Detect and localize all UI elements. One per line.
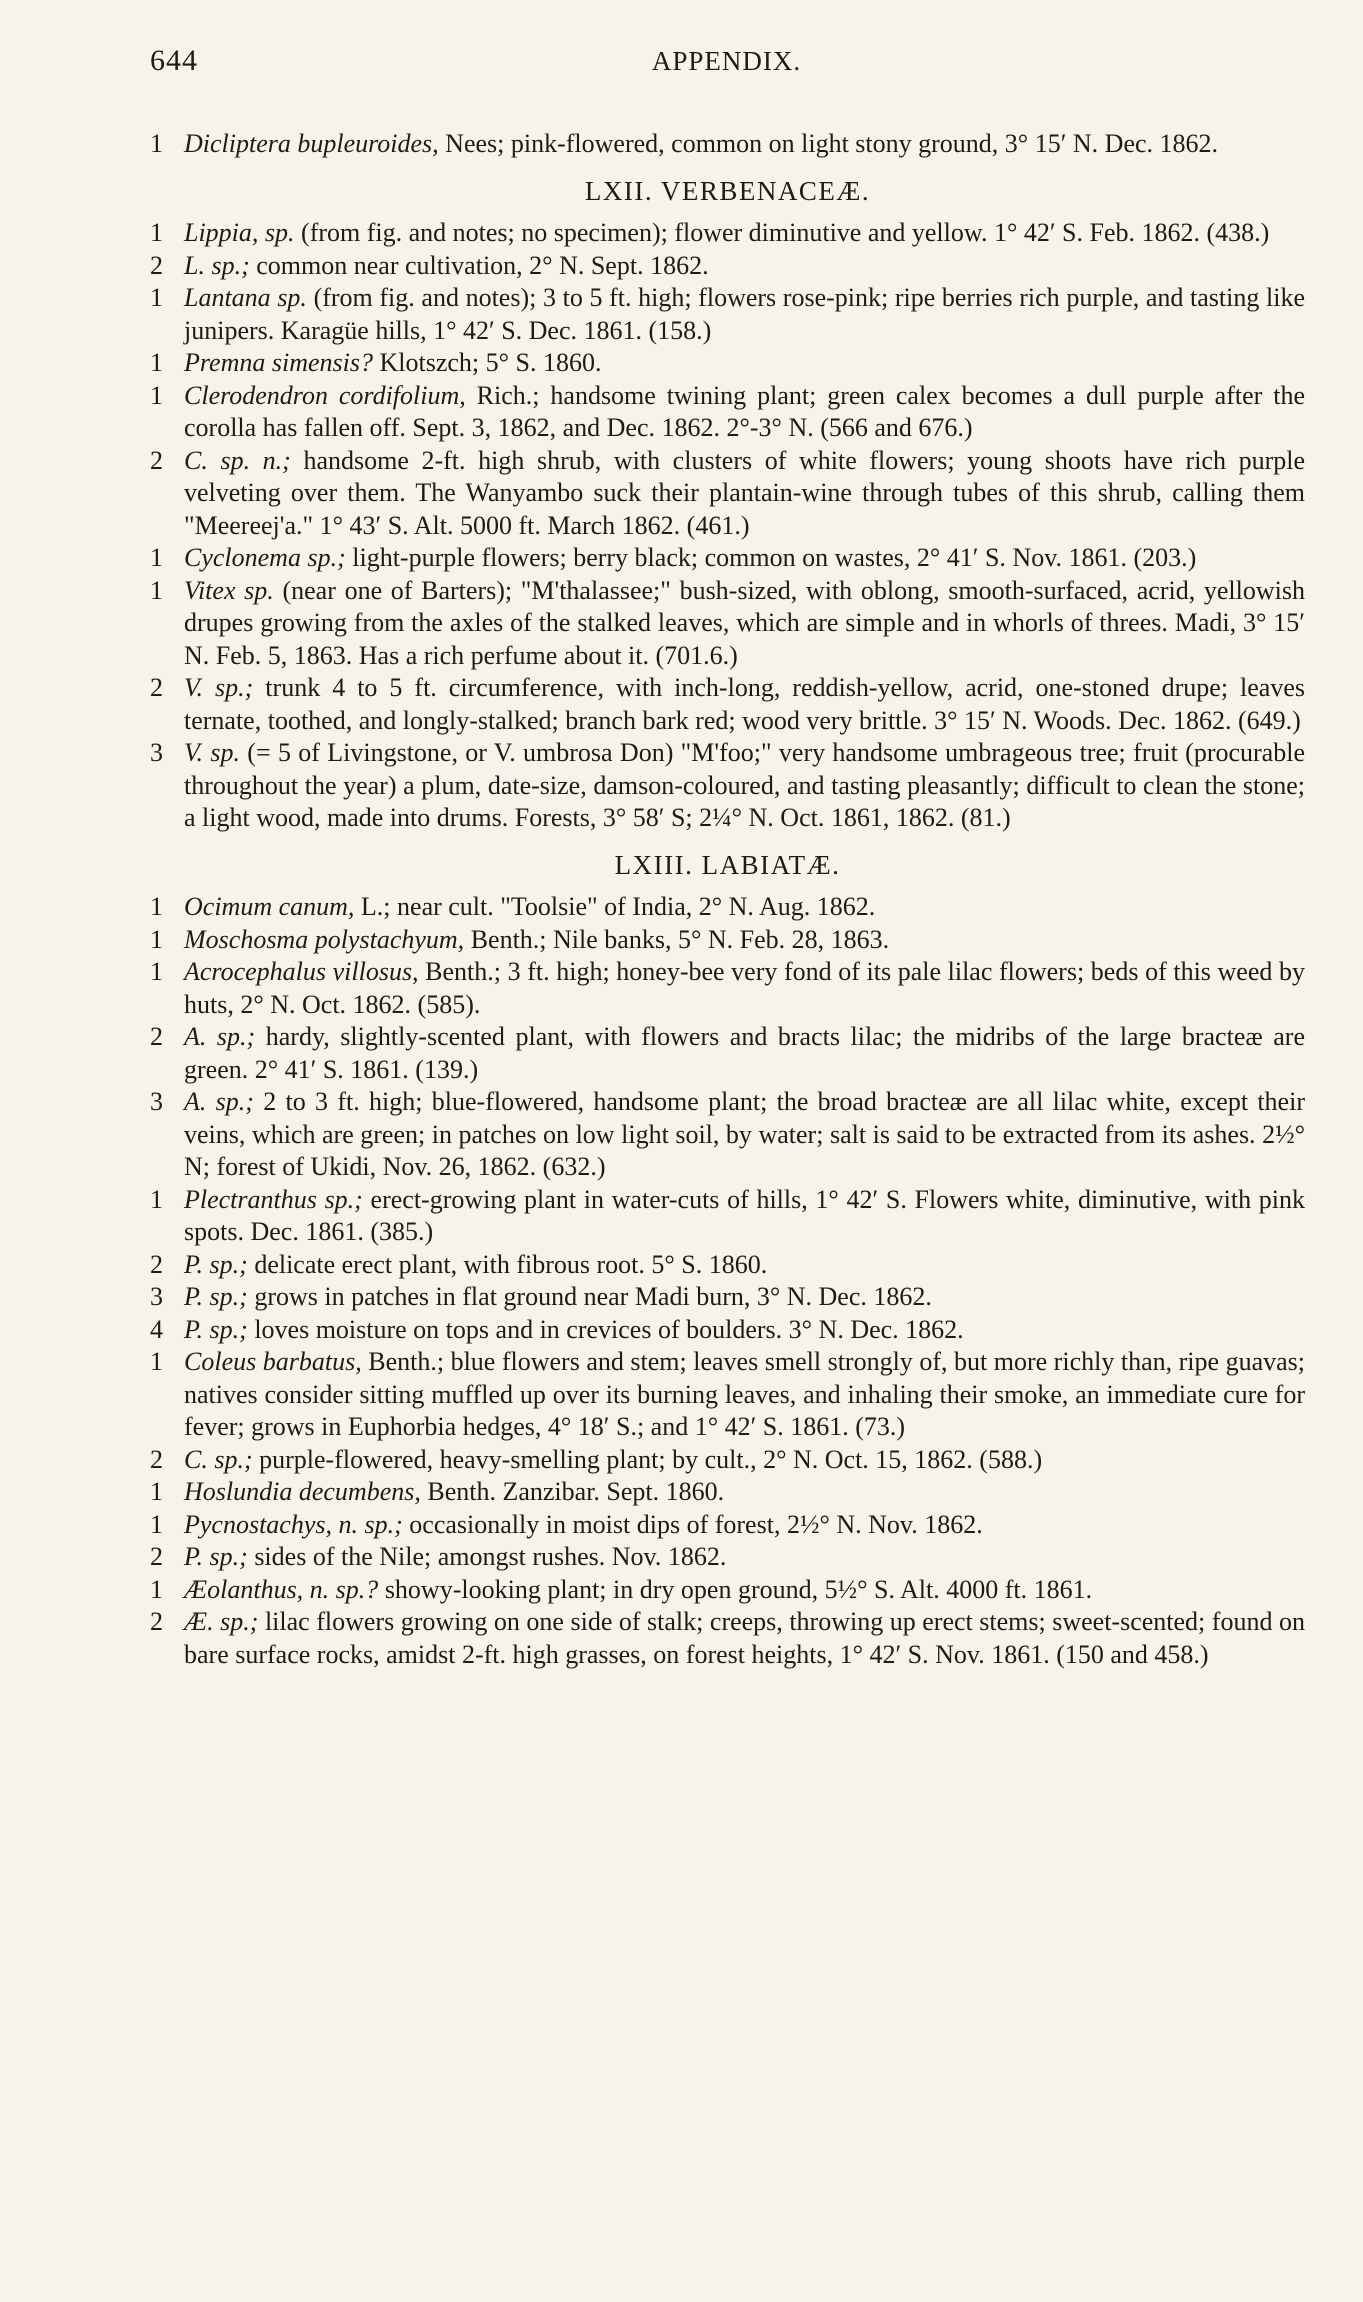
species-description: handsome 2-ft. high shrub, with clusters of white flowers; young shoots have rich purple velveting over them. The Wanyambo suck their plantain-wine through tubes of this shrub, calling them "Meereej'a." 1° 43′ S. Alt. 5000 ft. March 1862. (461.) <box>184 445 1305 540</box>
species-description: lilac flowers growing on one side of stalk; creeps, throwing up erect stems; sweet-scented; found on bare surface rocks, amidst 2-ft. high grasses, on forest heights, 1° 42′ S. Nov. 1861. (150 and 458.) <box>184 1607 1305 1669</box>
species-description: Benth.; blue flowers and stem; leaves smell strongly of, but more richly than, ripe guavas; natives consider sitting muffled up over its burning leaves, and inhaling their smoke, an immediate cure for fever; grows in Euphorbia hedges, 4° 18′ S.; and 1° 42′ S. 1861. (73.) <box>184 1347 1305 1441</box>
species-description: L.; near cult. "Toolsie" of India, 2° N. Aug. 1862. <box>354 892 876 921</box>
species-name: P. sp.; <box>184 1314 248 1344</box>
species-name: Ocimum canum, <box>184 892 355 921</box>
species-entry <box>150 1021 1305 1086</box>
species-description: Benth.; 3 ft. high; honey-bee very fond of its pale lilac flowers; beds of this weed by huts, 2° N. Oct. 1862. (585). <box>184 957 1305 1019</box>
species-name: L. sp.; <box>184 250 250 280</box>
species-name: Hoslundia decumbens, <box>184 1477 421 1506</box>
species-description: light-purple flowers; berry black; common on wastes, 2° 41′ S. Nov. 1861. (203.) <box>345 543 1197 572</box>
species-description: trunk 4 to 5 ft. circumference, with inch-long, reddish-yellow, acrid, one-stoned drupe; leaves ternate, toothed, and longly-stalked; branch bark red; wood very brittle. 3° 15′ N. Woods. Dec. 1862. (649.) <box>184 673 1306 735</box>
species-name: Æolanthus, n. sp.? <box>184 1574 379 1604</box>
species-description: sides of the Nile; amongst rushes. Nov. 1862. <box>247 1542 727 1571</box>
species-description: common near cultivation, 2° N. Sept. 1862. <box>249 250 709 280</box>
species-entry <box>150 1509 1305 1542</box>
species-entry <box>150 1086 1305 1184</box>
body-text <box>150 128 1305 1671</box>
species-name: P. sp.; <box>184 1542 248 1571</box>
species-name: A. sp.; <box>184 1087 254 1116</box>
species-entry <box>150 380 1305 445</box>
species-description: (from fig. and notes; no specimen); flower diminutive and yellow. 1° 42′ S. Feb. 1862. (438.) <box>294 218 1270 247</box>
species-description: erect-growing plant in water-cuts of hills, 1° 42′ S. Flowers white, diminutive, with pink spots. Dec. 1861. (385.) <box>184 1184 1305 1246</box>
species-name: Pycnostachys, n. sp.; <box>184 1509 403 1539</box>
species-entry <box>150 1444 1305 1477</box>
entry-count: 1 <box>150 1509 163 1539</box>
entry-count: 3 <box>150 1087 163 1116</box>
species-entry <box>150 250 1305 283</box>
species-name: Vitex sp. <box>184 575 274 605</box>
species-entry <box>150 1541 1305 1574</box>
species-entry <box>150 1281 1305 1314</box>
species-name: Moschosma polystachyum, <box>184 924 465 954</box>
entry-count: 1 <box>150 129 163 158</box>
running-title: APPENDIX. <box>651 46 802 76</box>
species-description: Benth.; Nile banks, 5° N. Feb. 28, 1863. <box>464 924 890 954</box>
species-name: Plectranthus sp.; <box>184 1184 363 1214</box>
entry-count: 3 <box>150 1282 163 1311</box>
entry-count: 3 <box>150 738 163 767</box>
species-description: delicate erect plant, with fibrous root. 5° S. 1860. <box>247 1249 768 1279</box>
section-heading: LXII. VERBENACEÆ. <box>584 175 871 206</box>
entry-count: 1 <box>150 957 163 986</box>
species-name: C. sp.; <box>184 1444 253 1474</box>
entry-count: 2 <box>150 1607 163 1636</box>
species-entry <box>150 956 1305 1021</box>
species-entry <box>150 575 1305 673</box>
entry-count: 4 <box>150 1314 163 1344</box>
entry-count: 1 <box>150 348 163 377</box>
entry-count: 1 <box>150 924 163 954</box>
species-description: hardy, slightly-scented plant, with flowers and bracts lilac; the midribs of the large bracteæ are green. 2° 41′ S. 1861. (139.) <box>184 1022 1305 1084</box>
entry-count: 2 <box>150 1444 163 1474</box>
species-description: purple-flowered, heavy-smelling plant; by cult., 2° N. Oct. 15, 1862. (588.) <box>252 1444 1043 1474</box>
species-description: loves moisture on tops and in crevices of boulders. 3° N. Dec. 1862. <box>247 1314 964 1344</box>
species-entry <box>150 542 1305 575</box>
species-entry <box>150 1184 1305 1249</box>
species-description: Rich.; handsome twining plant; green calex becomes a dull purple after the corolla has fallen off. Sept. 3, 1862, and Dec. 1862. 2°-3° N. (566 and 676.) <box>184 380 1305 442</box>
species-entry <box>150 1476 1305 1509</box>
species-description: (from fig. and notes); 3 to 5 ft. high; flowers rose-pink; ripe berries rich purple, and tasting like junipers. Karagüe hills, 1° 42′ S. Dec. 1861. (158.) <box>184 283 1305 345</box>
species-name: Premna simensis? <box>184 348 373 377</box>
entry-count: 2 <box>150 250 163 280</box>
species-description: grows in patches in flat ground near Madi burn, 3° N. Dec. 1862. <box>247 1282 932 1311</box>
species-description: showy-looking plant; in dry open ground, 5½° S. Alt. 4000 ft. 1861. <box>378 1574 1093 1604</box>
species-name: Dicliptera bupleuroides, <box>184 129 439 158</box>
species-entry <box>150 445 1305 543</box>
species-entry <box>150 1314 1305 1347</box>
entry-count: 1 <box>150 283 163 312</box>
species-name: Cyclonema sp.; <box>184 543 346 572</box>
species-description: Klotszch; 5° S. 1860. <box>372 348 602 377</box>
entry-count: 1 <box>150 892 163 921</box>
species-name: Clerodendron cordifolium, <box>184 380 466 410</box>
page-header <box>150 44 1303 84</box>
entry-count: 2 <box>150 445 163 475</box>
species-description: occasionally in moist dips of forest, 2½° N. Nov. 1862. <box>402 1509 983 1539</box>
entry-count: 2 <box>150 1249 163 1279</box>
species-entry <box>150 282 1305 347</box>
species-description: (= 5 of Livingstone, or V. umbrosa Don) "M'foo;" very handsome umbrageous tree; fruit (procurable throughout the year) a plum, date-size, damson-coloured, and tasting pleasantly; difficult to clean the stone; a light wood, made into drums. Forests, 3° 58′ S; 2¼° N. Oct. 1861, 1862. (81.) <box>184 738 1305 832</box>
species-name: Lippia, sp. <box>184 218 295 247</box>
species-name: V. sp. <box>184 738 240 767</box>
species-name: C. sp. n.; <box>184 445 291 475</box>
species-description: 2 to 3 ft. high; blue-flowered, handsome plant; the broad bracteæ are all lilac white, except their veins, which are green; in patches on low light soil, by water; salt is said to be extracted from its ashes. 2½° N; forest of Ukidi, Nov. 26, 1862. (632.) <box>184 1087 1305 1181</box>
species-entry <box>150 347 1305 380</box>
species-name: Lantana sp. <box>184 283 307 312</box>
species-entry <box>150 217 1305 250</box>
species-entry <box>150 672 1305 737</box>
entry-count: 2 <box>150 1542 163 1571</box>
species-entry <box>150 737 1305 835</box>
species-name: Æ. sp.; <box>184 1607 259 1636</box>
species-entry <box>150 1346 1305 1444</box>
section-heading: LXIII. LABIATÆ. <box>614 849 841 880</box>
species-entry <box>150 1249 1305 1282</box>
species-description: Benth. Zanzibar. Sept. 1860. <box>420 1477 725 1506</box>
species-name: Acrocephalus villosus, <box>184 957 419 986</box>
entry-count: 2 <box>150 673 163 702</box>
species-name: Coleus barbatus, <box>184 1347 362 1376</box>
species-entry <box>150 1574 1305 1607</box>
species-name: P. sp.; <box>184 1249 248 1279</box>
species-description: Nees; pink-flowered, common on light stony ground, 3° 15′ N. Dec. 1862. <box>438 129 1219 158</box>
entry-count: 1 <box>150 575 163 605</box>
species-name: P. sp.; <box>184 1282 248 1311</box>
species-entry <box>150 924 1305 957</box>
entry-count: 1 <box>150 543 163 572</box>
entry-count: 1 <box>150 1574 163 1604</box>
species-entry <box>150 891 1305 924</box>
species-description: (near one of Barters); "M'thalassee;" bush-sized, with oblong, smooth-surfaced, acrid, yellowish drupes growing from the axles of the stalked leaves, which are simple and in whorls of threes. Madi, 3° 15′ N. Feb. 5, 1863. Has a rich perfume about it. (701.6.) <box>184 575 1305 670</box>
species-entry <box>150 1606 1305 1671</box>
page-number: 644 <box>150 44 198 77</box>
species-name: A. sp.; <box>184 1022 256 1051</box>
entry-count: 1 <box>150 1184 163 1214</box>
species-entry <box>150 128 1305 161</box>
entry-count: 1 <box>150 1477 163 1506</box>
entry-count: 1 <box>150 1347 163 1376</box>
entry-count: 2 <box>150 1022 163 1051</box>
species-name: V. sp.; <box>184 673 254 702</box>
entry-count: 1 <box>150 218 163 247</box>
entry-count: 1 <box>150 380 163 410</box>
